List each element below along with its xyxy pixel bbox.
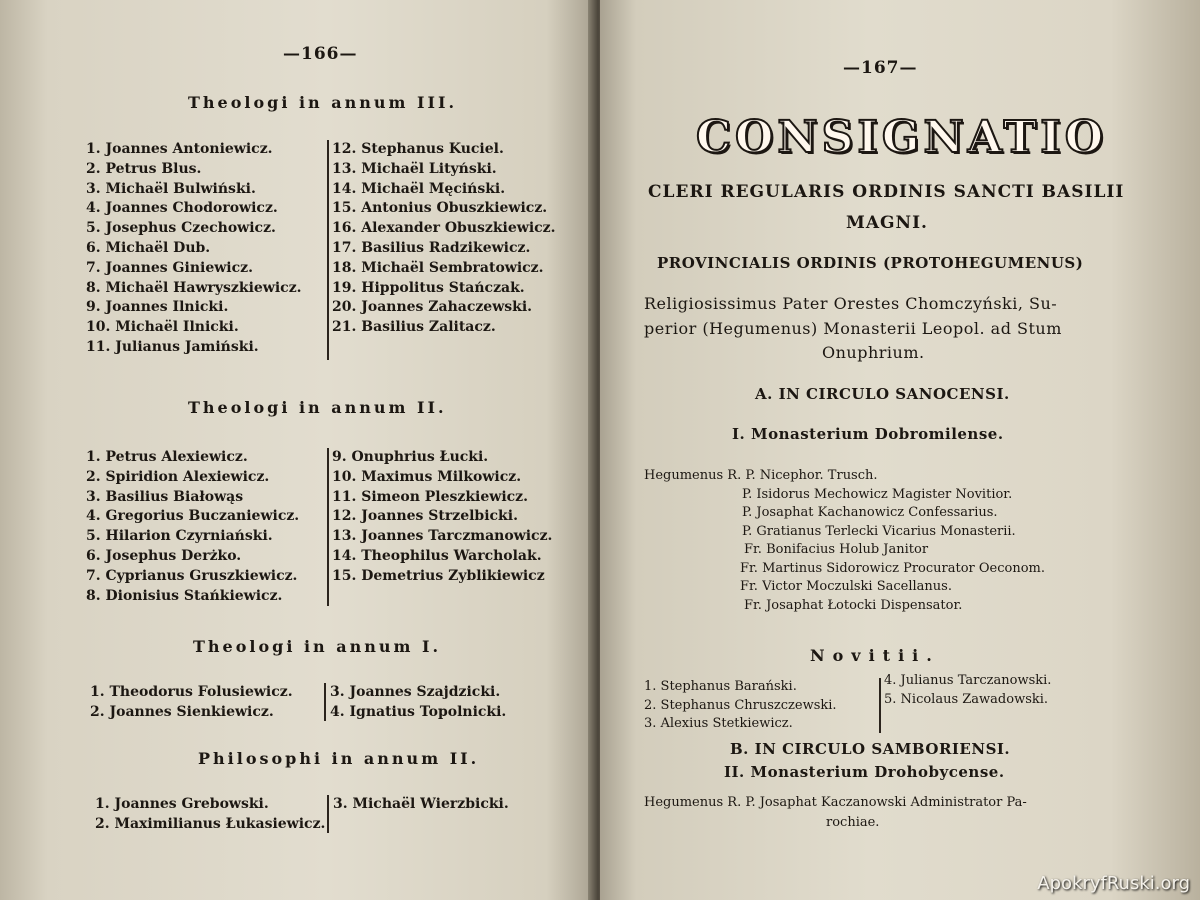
list-item: 1. Petrus Alexiewicz. xyxy=(86,449,248,465)
section-heading: Theologi in annum I. xyxy=(193,637,442,656)
list-item: 2. Petrus Blus. xyxy=(86,160,202,177)
list-item: 4. Gregorius Buczaniewicz. xyxy=(86,508,300,525)
subtitle-line-2: MAGNI. xyxy=(846,213,928,233)
list-item: 6. Josephus Derżko. xyxy=(86,547,242,564)
list-item: 21. Basilius Zalitacz. xyxy=(332,319,496,336)
list-item: 7. Cyprianus Gruszkiewicz. xyxy=(86,567,298,584)
column-divider xyxy=(879,678,881,733)
list-item: 2. Maximilianus Łukasiewicz. xyxy=(95,815,326,832)
name-column xyxy=(90,683,293,723)
provincial-line: Religiosissimus Pater Orestes Chomczyński, Su- xyxy=(644,294,1058,313)
subtitle-line-1: CLERI REGULARIS ORDINIS SANCTI BASILII xyxy=(648,182,1125,202)
list-item: 5. Josephus Czechowicz. xyxy=(86,220,276,237)
name-column xyxy=(86,140,302,358)
list-item: 12. Stephanus Kuciel. xyxy=(332,141,504,157)
novice-entry: 3. Alexius Stetkiewicz. xyxy=(644,716,793,731)
staff-entry: Fr. Bonifacius Holub Janitor xyxy=(744,542,929,557)
novice-entry: 4. Julianus Tarczanowski. xyxy=(884,673,1052,688)
list-item: 1. Joannes Antoniewicz. xyxy=(86,141,273,157)
list-item: 3. Michaël Wierzbicki. xyxy=(333,796,509,812)
list-item: 17. Basilius Radzikewicz. xyxy=(332,239,531,256)
name-column xyxy=(86,448,299,606)
list-item: 19. Hippolitus Stańczak. xyxy=(332,279,525,296)
novice-entry: 5. Nicolaus Zawadowski. xyxy=(884,691,1049,707)
document-title: CONSIGNATIO xyxy=(696,112,1108,163)
list-item: 8. Michaël Hawryszkiewicz. xyxy=(86,279,302,296)
list-item: 13. Joannes Tarczmanowicz. xyxy=(332,528,553,545)
list-item: 10. Maximus Milkowicz. xyxy=(332,468,522,485)
list-item: 20. Joannes Zahaczewski. xyxy=(332,299,533,316)
list-item: 1. Joannes Grebowski. xyxy=(95,796,269,812)
list-item: 3. Michaël Bulwiński. xyxy=(86,180,256,197)
list-item: 11. Julianus Jamiński. xyxy=(86,338,259,355)
circle-b-heading: B. IN CIRCULO SAMBORIENSI. xyxy=(730,740,1011,758)
list-item: 3. Basilius Białowąs xyxy=(86,488,244,505)
staff-entry: Fr. Victor Moczulski Sacellanus. xyxy=(740,579,952,594)
section-heading: Theologi in annum III. xyxy=(188,93,458,112)
novice-entry: 1. Stephanus Barański. xyxy=(644,679,797,694)
list-item: 5. Hilarion Czyrniański. xyxy=(86,528,273,545)
circle-a-heading: A. IN CIRCULO SANOCENSI. xyxy=(755,385,1010,403)
list-item: 14. Michaël Męciński. xyxy=(332,180,506,197)
list-item: 8. Dionisius Stańkiewicz. xyxy=(86,587,283,604)
staff-entry: P. Isidorus Mechowicz Magister Novitior. xyxy=(742,486,1013,502)
section-heading: Philosophi in annum II. xyxy=(198,749,480,768)
hegumenus-2-line: Hegumenus R. P. Josaphat Kaczanowski Administrator Pa- xyxy=(644,795,1027,810)
column-divider xyxy=(324,683,326,721)
page-number-right: —167— xyxy=(843,58,918,78)
list-item: 4. Ignatius Topolnicki. xyxy=(330,703,507,720)
name-column xyxy=(95,795,325,835)
list-item: 4. Joannes Chodorowicz. xyxy=(86,200,278,217)
provincial-heading: PROVINCIALIS ORDINIS (PROTOHEGUMENUS) xyxy=(657,254,1084,272)
list-item: 12. Joannes Strzelbicki. xyxy=(332,508,518,525)
list-item: 9. Joannes Ilnicki. xyxy=(86,299,229,316)
list-item: 9. Onuphrius Łucki. xyxy=(332,449,489,465)
list-item: 11. Simeon Pleszkiewicz. xyxy=(332,488,528,505)
column-divider xyxy=(327,140,329,360)
column-divider xyxy=(327,795,329,833)
list-item: 3. Joannes Szajdzicki. xyxy=(330,684,501,700)
staff-entry: Fr. Martinus Sidorowicz Procurator Oeconom. xyxy=(740,560,1045,576)
page-number-left: —166— xyxy=(283,44,358,64)
list-item: 2. Joannes Sienkiewicz. xyxy=(90,703,274,720)
monastery-2-heading: II. Monasterium Drohobycense. xyxy=(724,763,1005,781)
list-item: 16. Alexander Obuszkiewicz. xyxy=(332,220,556,237)
staff-entry: Fr. Josaphat Łotocki Dispensator. xyxy=(744,597,963,613)
list-item: 15. Antonius Obuszkiewicz. xyxy=(332,200,548,217)
novitii-heading: Novitii. xyxy=(810,646,940,665)
section-heading: Theologi in annum II. xyxy=(188,398,447,417)
list-item: 14. Theophilus Warcholak. xyxy=(332,547,542,564)
list-item: 1. Theodorus Folusiewicz. xyxy=(90,684,293,700)
name-column xyxy=(332,140,556,338)
list-item: 2. Spiridion Alexiewicz. xyxy=(86,468,270,485)
novice-entry: 2. Stephanus Chruszczewski. xyxy=(644,697,837,713)
list-item: 13. Michaël Lityński. xyxy=(332,160,497,177)
left-page xyxy=(0,0,594,900)
monastery-1-heading: I. Monasterium Dobromilense. xyxy=(732,425,1004,443)
list-item: 7. Joannes Giniewicz. xyxy=(86,259,253,276)
staff-entry: P. Gratianus Terlecki Vicarius Monasterii. xyxy=(742,523,1016,539)
list-item: 10. Michaël Ilnicki. xyxy=(86,319,239,336)
name-column xyxy=(332,448,552,587)
hegumenus-2-line: rochiae. xyxy=(826,815,880,830)
staff-entry: Hegumenus R. P. Nicephor. Trusch. xyxy=(644,468,878,483)
list-item: 6. Michaël Dub. xyxy=(86,239,211,256)
staff-entry: P. Josaphat Kachanowicz Confessarius. xyxy=(742,505,998,520)
list-item: 15. Demetrius Zyblikiewicz xyxy=(332,567,545,584)
name-column xyxy=(333,795,509,815)
watermark: ApokryfRuski.org xyxy=(1037,873,1190,894)
name-column xyxy=(330,683,506,723)
list-item: 18. Michaël Sembratowicz. xyxy=(332,259,544,276)
novitii-column xyxy=(884,672,1051,709)
provincial-line: perior (Hegumenus) Monasterii Leopol. ad Stum xyxy=(644,319,1062,338)
staff-list xyxy=(644,467,1045,615)
right-page xyxy=(600,0,1200,900)
column-divider xyxy=(327,448,329,606)
provincial-line: Onuphrium. xyxy=(822,343,925,362)
novitii-column xyxy=(644,678,837,734)
